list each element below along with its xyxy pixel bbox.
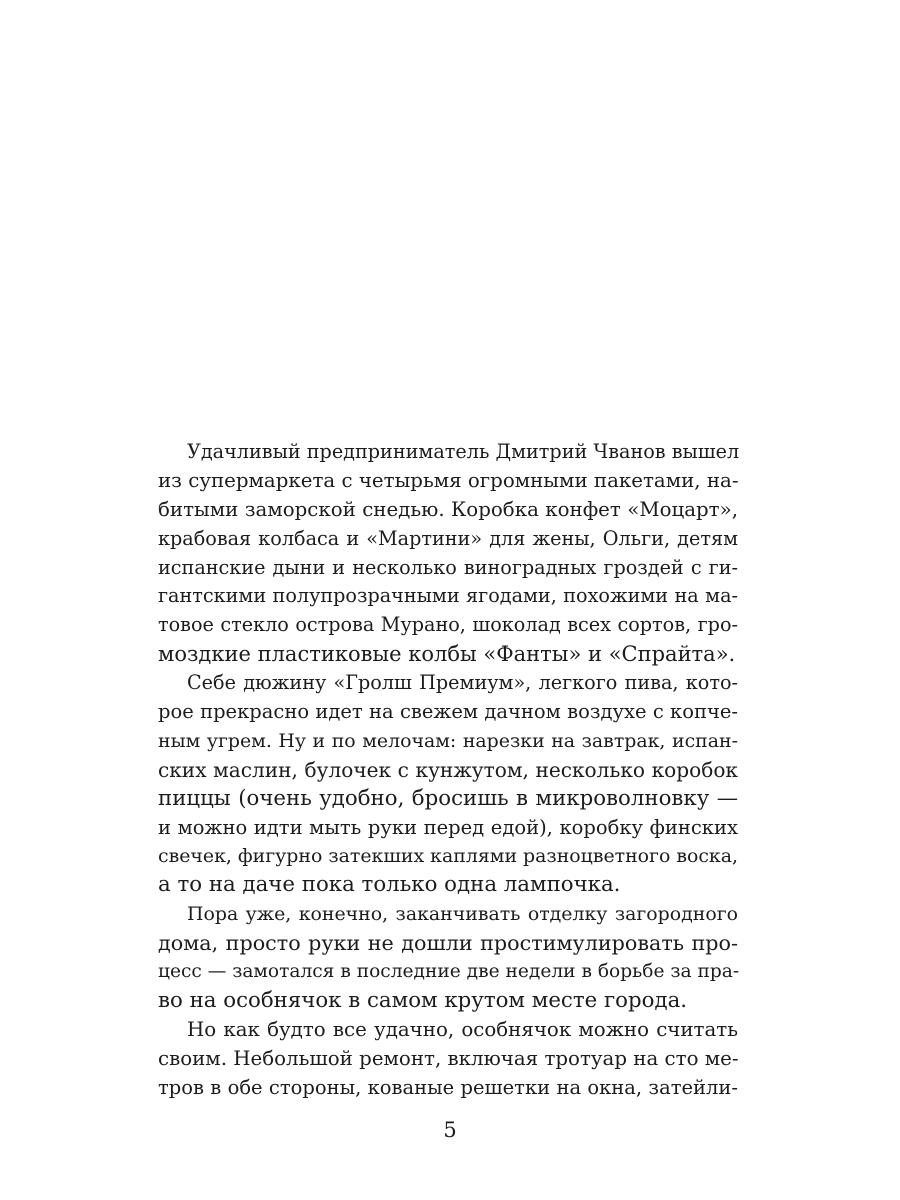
text-line: крабовая колбаса и «Мартини» для жены, Ольги, детям [158,526,738,550]
text-line: ских маслин, булочек с кунжутом, несколько коробок [158,757,738,782]
text-line: испанские дыни и несколько виноградных гроздей с ги- [158,555,738,579]
paragraph-4 [158,1016,738,1103]
page-number: 5 [443,1118,457,1142]
text-line: гантскими полупрозрачными ягодами, похожими на ма- [158,584,738,608]
text-line: а то на даче пока только одна лампочка. [158,872,621,898]
paragraph-3 [158,900,738,1016]
text-line: Себе дюжину «Гролш Премиум», легкого пива, кото- [187,671,738,695]
text-line: дома, просто руки не дошли простимулировать про- [158,931,738,956]
text-line: ным угрем. Ну и по мелочам: нарезки на завтрак, испан- [158,729,738,752]
text-line: Но как будто все удачно, особнячок можно считать [187,1017,738,1041]
text-line: своим. Небольшой ремонт, включая тротуар на сто ме- [158,1046,739,1070]
text-line: товое стекло острова Мурано, шоколад всех сортов, гро- [158,613,738,637]
text-line: Пора уже, конечно, заканчивать отделку загородного [187,903,738,926]
paragraph-1 [158,438,738,669]
text-line: битыми заморской снедью. Коробка конфет «Моцарт», [158,497,738,521]
body-text [158,438,738,1102]
text-line: тров в обе стороны, кованые решетки на окна, затейли- [158,1075,738,1099]
text-line: рое прекрасно идет на свежем дачном воздухе с копче- [158,700,738,724]
text-line: Удачливый предприниматель Дмитрий Чванов вышел [187,440,740,463]
text-line: цесс — замотался в последние две недели в борьбе за пра- [158,961,740,983]
text-line: и можно идти мыть руки перед едой), коробку финских [158,815,738,839]
text-line: во на особнячок в самом крутом месте города. [158,987,688,1013]
text-line: моздкие пластиковые колбы «Фанты» и «Спрайта». [158,642,736,667]
text-line: пиццы (очень удобно, бросишь в микроволновку — [158,785,738,811]
text-line: из супермаркета с четырьмя огромными пакетами, на- [158,468,739,492]
paragraph-2 [158,669,738,900]
text-line: свечек, фигурно затекших каплями разноцветного воска, [158,845,738,868]
